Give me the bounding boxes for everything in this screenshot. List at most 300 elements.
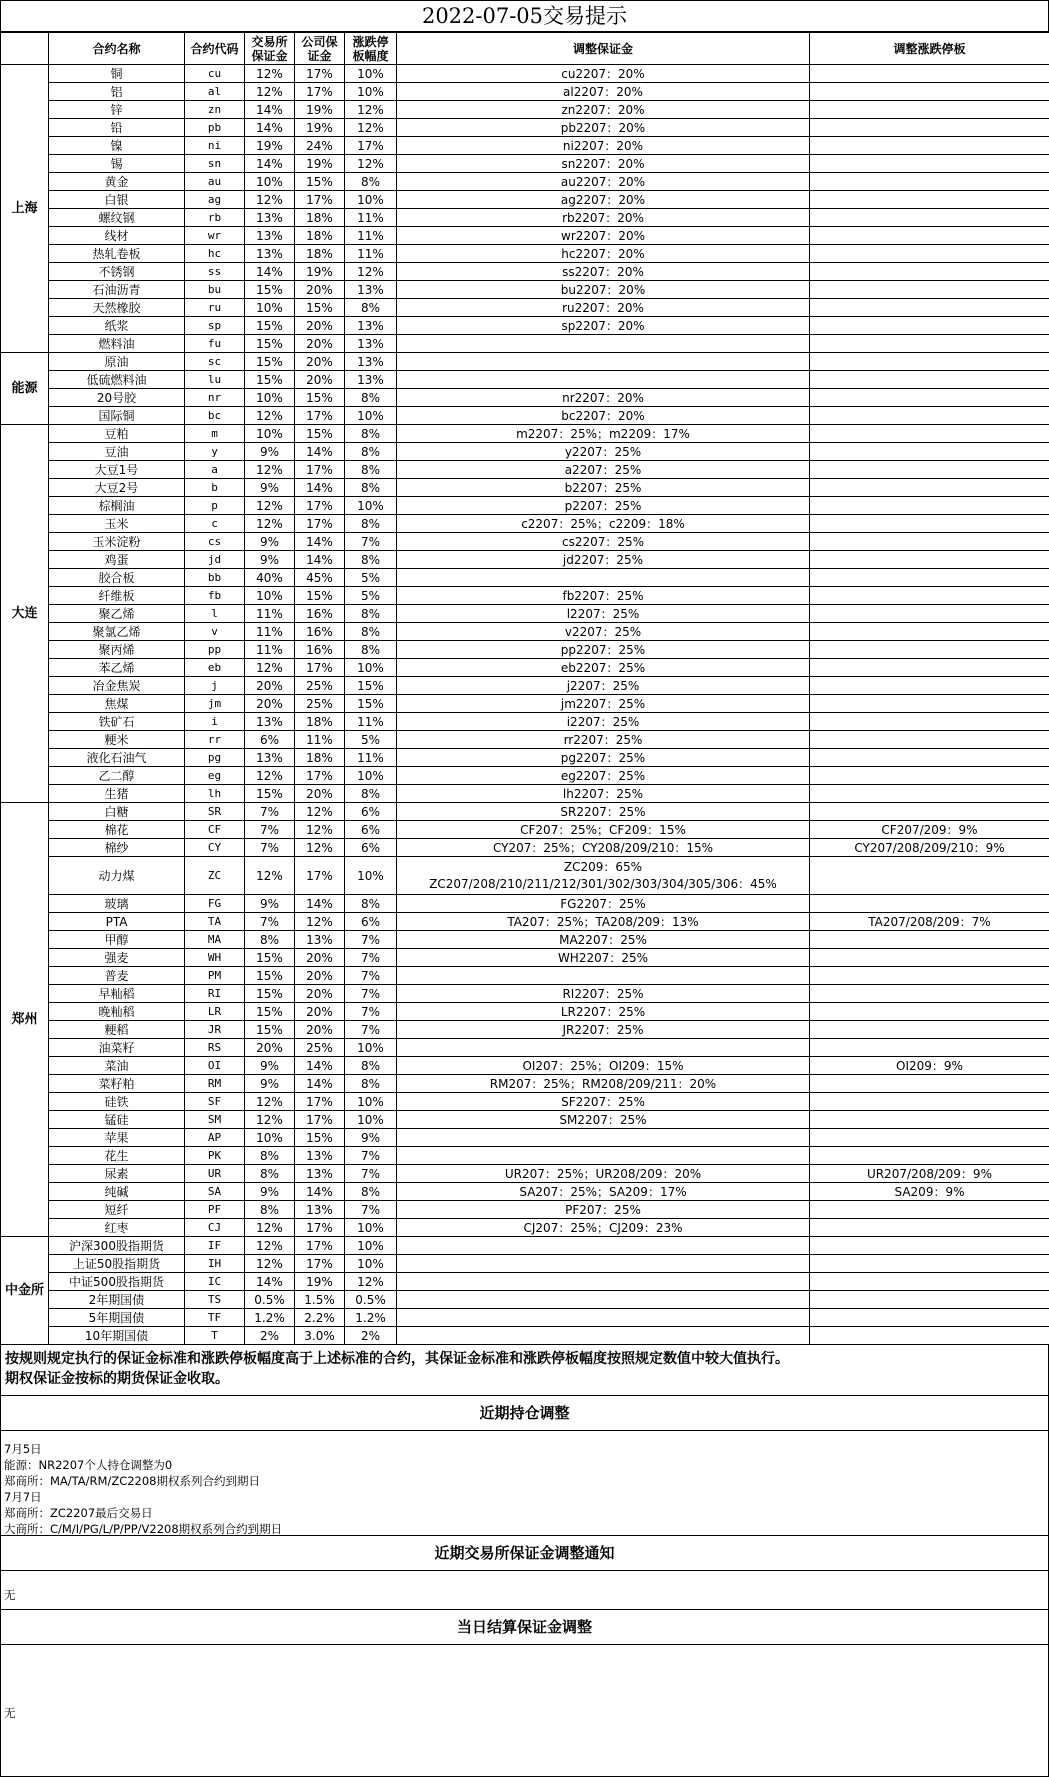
company-margin: 18% [295,713,345,731]
adjusted-margin [397,1273,810,1291]
contract-code: CY [185,839,245,857]
exchange-margin: 14% [245,263,295,281]
exchange-margin: 12% [245,857,295,895]
exchange-margin: 1.2% [245,1309,295,1327]
adjusted-limit [810,245,1049,263]
adjusted-margin: CJ207：25%；CJ209：23% [397,1219,810,1237]
contract-row [1,821,1049,839]
contract-code: TS [185,1291,245,1309]
contract-row [1,443,1049,461]
price-limit: 7% [345,931,397,949]
contract-row [1,551,1049,569]
adjusted-margin: SF2207：25% [397,1093,810,1111]
price-limit: 11% [345,209,397,227]
adjusted-margin: jm2207：25% [397,695,810,713]
contract-code: pg [185,749,245,767]
contract-name: 聚丙烯 [49,641,185,659]
contract-code: fb [185,587,245,605]
contract-row [1,587,1049,605]
company-margin: 17% [295,515,345,533]
company-margin: 3.0% [295,1327,345,1345]
contract-name: 铝 [49,83,185,101]
adjusted-margin: sn2207：20% [397,155,810,173]
company-margin: 13% [295,1147,345,1165]
contract-code: eg [185,767,245,785]
exchange-margin: 10% [245,173,295,191]
contract-row [1,335,1049,353]
adjusted-limit [810,443,1049,461]
adjusted-limit [810,1093,1049,1111]
company-margin: 20% [295,785,345,803]
header-code: 合约代码 [185,33,245,65]
contract-code: bb [185,569,245,587]
contract-code: LR [185,1003,245,1021]
margin-table [0,32,1049,1345]
company-margin: 19% [295,119,345,137]
adjusted-margin: l2207：25% [397,605,810,623]
adjusted-limit [810,137,1049,155]
company-margin: 17% [295,1219,345,1237]
adjusted-limit [810,587,1049,605]
exchange-margin: 0.5% [245,1291,295,1309]
adjusted-margin [397,371,810,389]
company-margin: 20% [295,371,345,389]
margin-notice-title: 近期交易所保证金调整通知 [0,1535,1049,1571]
adjusted-limit [810,623,1049,641]
contract-row [1,1165,1049,1183]
contract-name: 红枣 [49,1219,185,1237]
contract-row [1,281,1049,299]
contract-code: TA [185,913,245,931]
company-margin: 15% [295,425,345,443]
company-margin: 13% [295,1165,345,1183]
contract-code: l [185,605,245,623]
contract-name: 铁矿石 [49,713,185,731]
contract-name: 沪深300股指期货 [49,1237,185,1255]
contract-name: 棉花 [49,821,185,839]
company-margin: 13% [295,1201,345,1219]
exchange-margin: 11% [245,623,295,641]
adjusted-limit [810,1075,1049,1093]
contract-code: rb [185,209,245,227]
company-margin: 20% [295,281,345,299]
price-limit: 12% [345,119,397,137]
price-limit: 8% [345,1057,397,1075]
adjusted-limit: TA207/208/209：7% [810,913,1049,931]
adjusted-margin [397,335,810,353]
company-margin: 16% [295,623,345,641]
price-limit: 8% [345,641,397,659]
contract-code: SA [185,1183,245,1201]
contract-code: sp [185,317,245,335]
adjusted-limit [810,281,1049,299]
company-margin: 14% [295,533,345,551]
price-limit: 7% [345,1003,397,1021]
adjusted-margin: bc2207：20% [397,407,810,425]
adjusted-margin: nr2207：20% [397,389,810,407]
adjusted-limit [810,515,1049,533]
contract-code: rr [185,731,245,749]
adjusted-margin: RM207：25%；RM208/209/211：20% [397,1075,810,1093]
adjusted-limit [810,551,1049,569]
company-margin: 17% [295,497,345,515]
price-limit: 8% [345,785,397,803]
contract-row [1,895,1049,913]
contract-code: m [185,425,245,443]
adjusted-limit [810,461,1049,479]
adjusted-margin: LR2207：25% [397,1003,810,1021]
company-margin: 14% [295,1075,345,1093]
adjusted-margin: ru2207：20% [397,299,810,317]
contract-name: 棉纱 [49,839,185,857]
company-margin: 14% [295,1057,345,1075]
contract-code: ag [185,191,245,209]
price-limit: 0.5% [345,1291,397,1309]
price-limit: 6% [345,803,397,821]
company-margin: 15% [295,587,345,605]
contract-name: 线材 [49,227,185,245]
adjusted-limit [810,1255,1049,1273]
company-margin: 15% [295,1129,345,1147]
price-limit: 10% [345,65,397,83]
exchange-margin: 12% [245,461,295,479]
price-limit: 10% [345,83,397,101]
contract-name: 5年期国债 [49,1309,185,1327]
adjusted-margin: b2207：25% [397,479,810,497]
price-limit: 10% [345,1093,397,1111]
company-margin: 20% [295,949,345,967]
contract-name: 强麦 [49,949,185,967]
adjusted-limit [810,101,1049,119]
contract-name: PTA [49,913,185,931]
adjusted-margin [397,569,810,587]
company-margin: 20% [295,1003,345,1021]
price-limit: 8% [345,605,397,623]
exchange-name: 能源 [1,353,49,425]
price-limit: 13% [345,335,397,353]
exchange-margin: 12% [245,191,295,209]
contract-row [1,317,1049,335]
price-limit: 11% [345,713,397,731]
price-limit: 12% [345,101,397,119]
contract-name: 纤维板 [49,587,185,605]
contract-row [1,659,1049,677]
price-limit: 8% [345,551,397,569]
exchange-margin: 12% [245,65,295,83]
exchange-margin: 40% [245,569,295,587]
price-limit: 10% [345,191,397,209]
exchange-margin: 20% [245,695,295,713]
adjusted-margin [397,1255,810,1273]
contract-name: 普麦 [49,967,185,985]
company-margin: 17% [295,1237,345,1255]
contract-name: 玉米淀粉 [49,533,185,551]
adjusted-margin: pb2207：20% [397,119,810,137]
company-margin: 15% [295,299,345,317]
adjusted-margin: pp2207：25% [397,641,810,659]
exchange-margin: 8% [245,1165,295,1183]
exchange-margin: 8% [245,1147,295,1165]
adjusted-margin: al2207：20% [397,83,810,101]
adjusted-limit [810,677,1049,695]
contract-row [1,1255,1049,1273]
exchange-margin: 9% [245,1057,295,1075]
contract-row [1,569,1049,587]
adjusted-margin: ag2207：20% [397,191,810,209]
price-limit: 10% [345,1039,397,1057]
adjusted-limit [810,155,1049,173]
adjusted-limit [810,1237,1049,1255]
exchange-margin: 8% [245,1201,295,1219]
exchange-margin: 12% [245,1219,295,1237]
exchange-margin: 9% [245,443,295,461]
adjusted-margin: m2207：25%；m2209：17% [397,425,810,443]
exchange-name: 中金所 [1,1237,49,1345]
adjusted-margin: FG2207：25% [397,895,810,913]
header-limit: 涨跌停板幅度 [345,33,397,65]
exchange-margin: 13% [245,209,295,227]
contract-name: 纯碱 [49,1183,185,1201]
adjusted-limit [810,985,1049,1003]
adjusted-limit [810,173,1049,191]
price-limit: 13% [345,281,397,299]
adjusted-margin: cu2207：20% [397,65,810,83]
margin-notice-body: 无 [0,1571,1049,1609]
contract-code: j [185,677,245,695]
adjusted-limit: UR207/208/209：9% [810,1165,1049,1183]
adjusted-margin: p2207：25% [397,497,810,515]
exchange-margin: 12% [245,1255,295,1273]
price-limit: 10% [345,1219,397,1237]
adjusted-margin: CF207：25%；CF209：15% [397,821,810,839]
header-name: 合约名称 [49,33,185,65]
price-limit: 10% [345,407,397,425]
adjusted-limit [810,967,1049,985]
company-margin: 24% [295,137,345,155]
company-margin: 16% [295,641,345,659]
contract-code: T [185,1327,245,1345]
adjusted-margin: c2207：25%；c2209：18% [397,515,810,533]
price-limit: 8% [345,479,397,497]
page-title: 2022-07-05交易提示 [0,0,1049,32]
adjusted-limit [810,65,1049,83]
company-margin: 45% [295,569,345,587]
contract-row [1,353,1049,371]
exchange-margin: 12% [245,407,295,425]
contract-code: bu [185,281,245,299]
contract-row [1,515,1049,533]
adjusted-margin: a2207：25% [397,461,810,479]
adjusted-limit [810,1291,1049,1309]
contract-code: RS [185,1039,245,1057]
exchange-margin: 14% [245,119,295,137]
contract-name: 玻璃 [49,895,185,913]
price-limit: 8% [345,1075,397,1093]
contract-name: 菜籽粕 [49,1075,185,1093]
adjusted-margin: ZC209：65% ZC207/208/210/211/212/301/302/303/304/305/306：45% [397,857,810,895]
contract-row [1,209,1049,227]
contract-name: 苯乙烯 [49,659,185,677]
price-limit: 6% [345,821,397,839]
company-margin: 15% [295,389,345,407]
price-limit: 15% [345,695,397,713]
adjusted-limit [810,1003,1049,1021]
contract-name: 10年期国债 [49,1327,185,1345]
contract-name: 聚氯乙烯 [49,623,185,641]
contract-row [1,425,1049,443]
adjusted-limit [810,497,1049,515]
adjusted-margin: PF207：25% [397,1201,810,1219]
contract-name: 苹果 [49,1129,185,1147]
company-margin: 20% [295,353,345,371]
adjusted-limit [810,191,1049,209]
company-margin: 20% [295,317,345,335]
contract-row [1,1075,1049,1093]
contract-name: 乙二醇 [49,767,185,785]
adjusted-margin: i2207：25% [397,713,810,731]
contract-name: 铅 [49,119,185,137]
contract-code: AP [185,1129,245,1147]
contract-name: 豆油 [49,443,185,461]
contract-code: CF [185,821,245,839]
price-limit: 7% [345,967,397,985]
adjusted-margin: SM2207：25% [397,1111,810,1129]
contract-row [1,767,1049,785]
price-limit: 15% [345,677,397,695]
company-margin: 12% [295,821,345,839]
contract-code: CJ [185,1219,245,1237]
price-limit: 10% [345,857,397,895]
contract-code: jd [185,551,245,569]
contract-row [1,803,1049,821]
company-margin: 19% [295,1273,345,1291]
contract-code: SM [185,1111,245,1129]
adjusted-margin: wr2207：20% [397,227,810,245]
adjusted-limit [810,1309,1049,1327]
company-margin: 17% [295,191,345,209]
adjusted-margin: CY207：25%；CY208/209/210：15% [397,839,810,857]
adjusted-margin: bu2207：20% [397,281,810,299]
contract-name: 白糖 [49,803,185,821]
contract-code: c [185,515,245,533]
contract-name: 甲醇 [49,931,185,949]
exchange-margin: 9% [245,895,295,913]
exchange-margin: 15% [245,1003,295,1021]
contract-row [1,155,1049,173]
contract-row [1,389,1049,407]
exchange-margin: 15% [245,985,295,1003]
contract-code: a [185,461,245,479]
contract-row [1,461,1049,479]
price-limit: 8% [345,173,397,191]
adjusted-margin: jd2207：25% [397,551,810,569]
exchange-margin: 7% [245,913,295,931]
contract-code: ss [185,263,245,281]
adjusted-limit: CF207/209：9% [810,821,1049,839]
company-margin: 2.2% [295,1309,345,1327]
adjusted-limit [810,299,1049,317]
contract-code: zn [185,101,245,119]
exchange-name: 上海 [1,65,49,353]
contract-row [1,83,1049,101]
price-limit: 1.2% [345,1309,397,1327]
price-limit: 7% [345,1147,397,1165]
contract-row [1,967,1049,985]
adjusted-margin: RI2207：25% [397,985,810,1003]
contract-name: 豆粕 [49,425,185,443]
price-limit: 8% [345,1183,397,1201]
company-margin: 19% [295,263,345,281]
contract-row [1,1057,1049,1075]
exchange-margin: 10% [245,389,295,407]
exchange-margin: 13% [245,227,295,245]
contract-name: 菜油 [49,1057,185,1075]
price-limit: 9% [345,1129,397,1147]
company-margin: 14% [295,1183,345,1201]
contract-row [1,1327,1049,1345]
exchange-margin: 15% [245,967,295,985]
contract-row [1,839,1049,857]
contract-name: 粳米 [49,731,185,749]
adjusted-limit [810,1327,1049,1345]
contract-row [1,1219,1049,1237]
contract-code: pp [185,641,245,659]
adjusted-margin: WH2207：25% [397,949,810,967]
contract-name: 低硫燃料油 [49,371,185,389]
contract-row [1,1309,1049,1327]
contract-row [1,191,1049,209]
adjusted-margin: sp2207：20% [397,317,810,335]
contract-row [1,785,1049,803]
exchange-margin: 15% [245,335,295,353]
price-limit: 8% [345,443,397,461]
exchange-margin: 10% [245,299,295,317]
contract-code: eb [185,659,245,677]
contract-code: JR [185,1021,245,1039]
price-limit: 11% [345,749,397,767]
contract-row [1,713,1049,731]
adjusted-limit [810,263,1049,281]
exchange-margin: 9% [245,533,295,551]
adjusted-limit [810,785,1049,803]
adjusted-limit: OI209：9% [810,1057,1049,1075]
exchange-margin: 15% [245,949,295,967]
company-margin: 18% [295,749,345,767]
contract-name: 玉米 [49,515,185,533]
header-co-margin: 公司保证金 [295,33,345,65]
adjusted-limit: CY207/208/209/210：9% [810,839,1049,857]
contract-name: 中证500股指期货 [49,1273,185,1291]
exchange-margin: 12% [245,767,295,785]
contract-row [1,227,1049,245]
contract-code: sn [185,155,245,173]
contract-row [1,479,1049,497]
contract-code: nr [185,389,245,407]
contract-code: UR [185,1165,245,1183]
contract-row [1,641,1049,659]
exchange-margin: 15% [245,317,295,335]
adjusted-limit [810,209,1049,227]
contract-code: ZC [185,857,245,895]
contract-row [1,173,1049,191]
adjusted-margin: eg2207：25% [397,767,810,785]
contract-name: 大豆1号 [49,461,185,479]
adjusted-limit [810,83,1049,101]
price-limit: 8% [345,895,397,913]
settlement-margin-body [0,1645,1049,1777]
contract-code: ni [185,137,245,155]
exchange-name: 郑州 [1,803,49,1237]
